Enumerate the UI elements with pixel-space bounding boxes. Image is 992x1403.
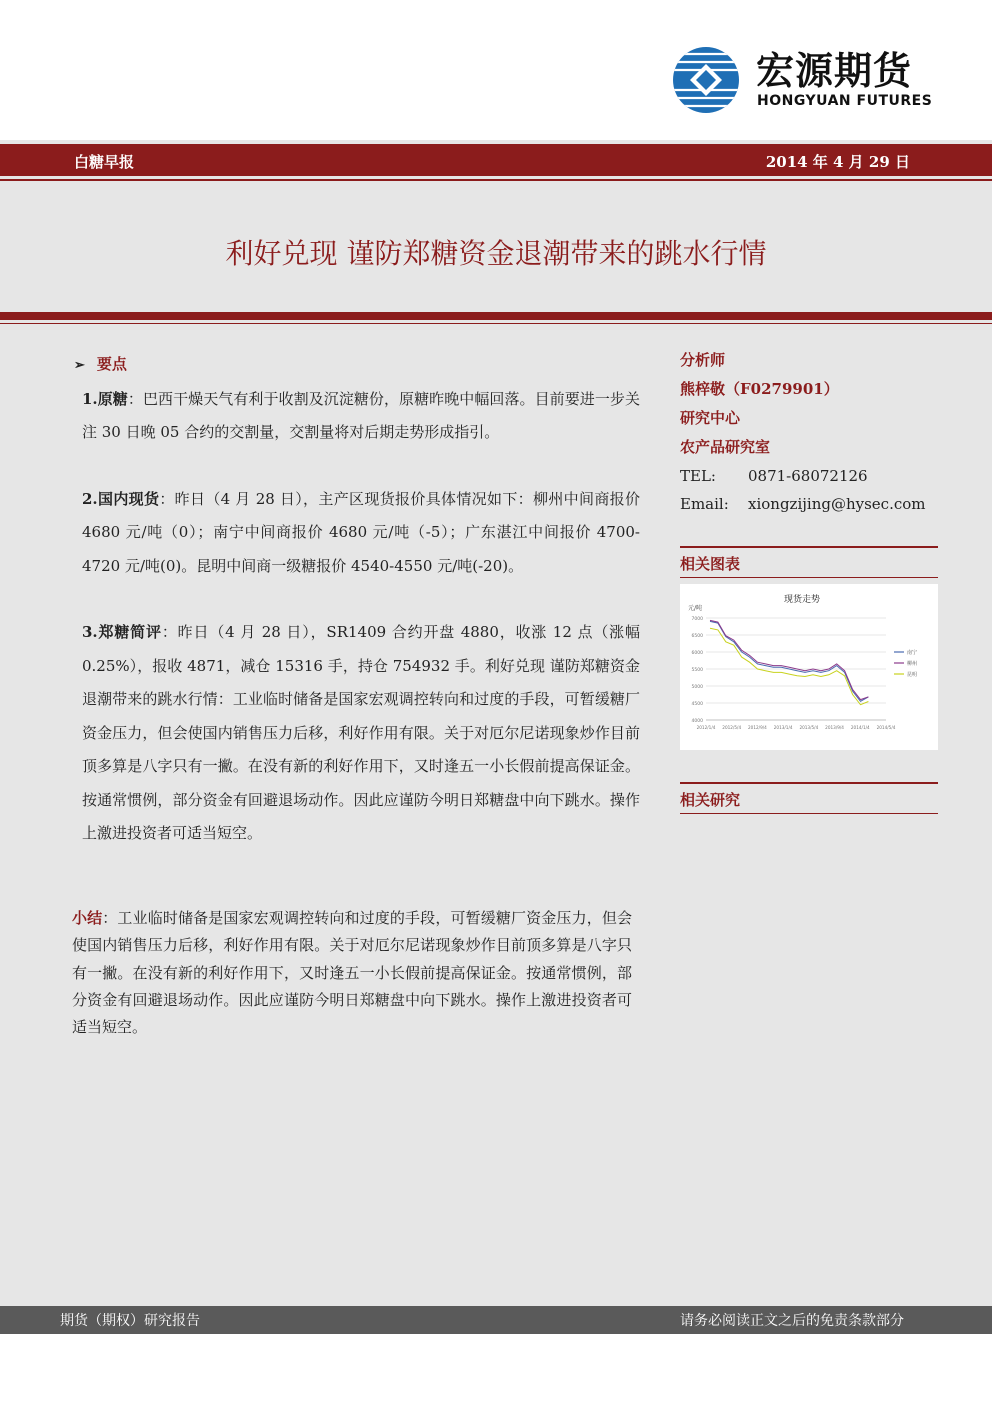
dept-research-center: 研究中心 [680, 409, 741, 427]
chart-series-line [710, 620, 868, 699]
chart-x-tick-label: 2012/1/4 [696, 725, 716, 730]
footer-left-text: 期货（期权）研究报告 [60, 1313, 200, 1329]
brand-name-en: HONGYUAN FUTURES [757, 93, 933, 109]
chart-x-tick-label: 2014/5/4 [876, 725, 896, 730]
chart-y-tick-label: 6000 [691, 651, 703, 656]
summary-text: ：工业临时储备是国家宏观调控转向和过度的手段，可暂缓糖厂资金压力，但会使国内销售压力后移，利好作用有限。关于对厄尔尼诺现象炒作目前顶多算是八字只有一撇。在没有新的利好作用下，又时逢五一小长假前提高保证金。按通常惯例，部分资金有回避退场动作。因此应谨防今明日郑糖盘中向下跳水。操作上激进投资者可适当短空。 [72, 909, 632, 1037]
bottom-margin [0, 1334, 992, 1403]
chart-legend-label: 柳州 [907, 661, 918, 667]
chart-x-tick-label: 2012/5/4 [722, 725, 742, 730]
key-point-1: 1.原糖：巴西干燥天气有利于收割及沉淀糖份，原糖昨晚中幅回落。目前要进一步关注 30 日晚 05 合约的交割量，交割量将对后期走势形成指引。 [82, 389, 640, 441]
report-category: 白糖早报 [74, 153, 135, 171]
report-date: 2014 年 4 月 29 日 [765, 153, 910, 171]
hongyuan-logo-icon [672, 46, 740, 114]
chart-y-tick-label: 5000 [691, 685, 703, 690]
chart-y-tick-label: 4500 [691, 702, 703, 707]
title-divider [0, 312, 992, 320]
dept-agri-research: 农产品研究室 [680, 438, 771, 456]
spot-price-chart-svg [680, 584, 938, 750]
related-charts-heading: 相关图表 [680, 546, 938, 578]
chart-x-tick-label: 2012/9/4 [748, 725, 767, 730]
related-research-heading: 相关研究 [680, 782, 938, 814]
key-points-heading: ➢ 要点 [74, 355, 127, 373]
category-bar-underline [0, 179, 992, 181]
brand-name-cn: 宏源期货 [756, 49, 913, 93]
chart-y-tick-label: 4000 [691, 719, 703, 724]
arrow-bullet-icon: ➢ [74, 358, 85, 373]
chart-x-tick-label: 2014/1/4 [850, 725, 870, 730]
chart-x-tick-label: 2013/5/4 [799, 725, 819, 730]
spot-price-chart [680, 584, 938, 750]
analyst-name: 熊梓敬（F0279901） [680, 380, 839, 398]
chart-x-tick-label: 2013/1/4 [773, 725, 793, 730]
key-points-section [74, 348, 640, 851]
analyst-email: Email: xiongzijing@hysec.com [680, 495, 926, 513]
analyst-label: 分析师 [680, 351, 726, 369]
chart-legend-label: 昆明 [907, 672, 918, 678]
footer-disclaimer-link: 请务必阅读正文之后的免责条款部分 [680, 1313, 904, 1329]
summary-label: 小结 [72, 909, 103, 927]
chart-y-tick-label: 7000 [691, 617, 703, 622]
chart-x-tick-label: 2013/9/4 [825, 725, 844, 730]
key-point-2: 2.国内现货：昨日（4 月 28 日），主产区现货报价具体情况如下：柳州中间商报价 4680 元/吨（0）；南宁中间商报价 4680 元/吨（-5）；广东湛江中间报价 4700-4720 元/吨(0)。昆明中间商一级糖报价 4540-4550 元/吨(-20)。 [82, 489, 640, 575]
chart-ylabel: 元/吨 [688, 605, 703, 612]
analyst-info [680, 346, 938, 518]
chart-title: 现货走势 [783, 595, 821, 605]
chart-y-tick-label: 5500 [691, 668, 703, 673]
chart-legend-label: 南宁 [907, 650, 918, 656]
report-title: 利好兑现 谨防郑糖资金退潮带来的跳水行情 [225, 237, 767, 270]
chart-series-line [710, 621, 868, 701]
title-divider-thin [0, 323, 992, 324]
summary-section [72, 905, 632, 1041]
chart-y-tick-label: 6500 [691, 634, 703, 639]
key-point-3: 3.郑糖简评：昨日（4 月 28 日），SR1409 合约开盘 4880，收涨 12 点（涨幅 0.25%），报收 4871，减仓 15316 手，持仓 754932 手。利好兑现 谨防郑糖资金退潮带来的跳水行情：工业临时储备是国家宏观调控转向和过度的手段，可暂缓糖厂资金压力，但会使国内销售压力后移，利好作用有限。关于对厄尔尼诺现象炒作目前顶多算是八字只有一撇。在没有新的利好作用下，又时逢五一小长假前提高保证金。按通常惯例，部分资金有回避退场动作。因此应谨防今明日郑糖盘中向下跳水。操作上激进投资者可适当短空。 [82, 623, 640, 842]
analyst-tel: TEL: 0871-68072126 [680, 467, 868, 485]
